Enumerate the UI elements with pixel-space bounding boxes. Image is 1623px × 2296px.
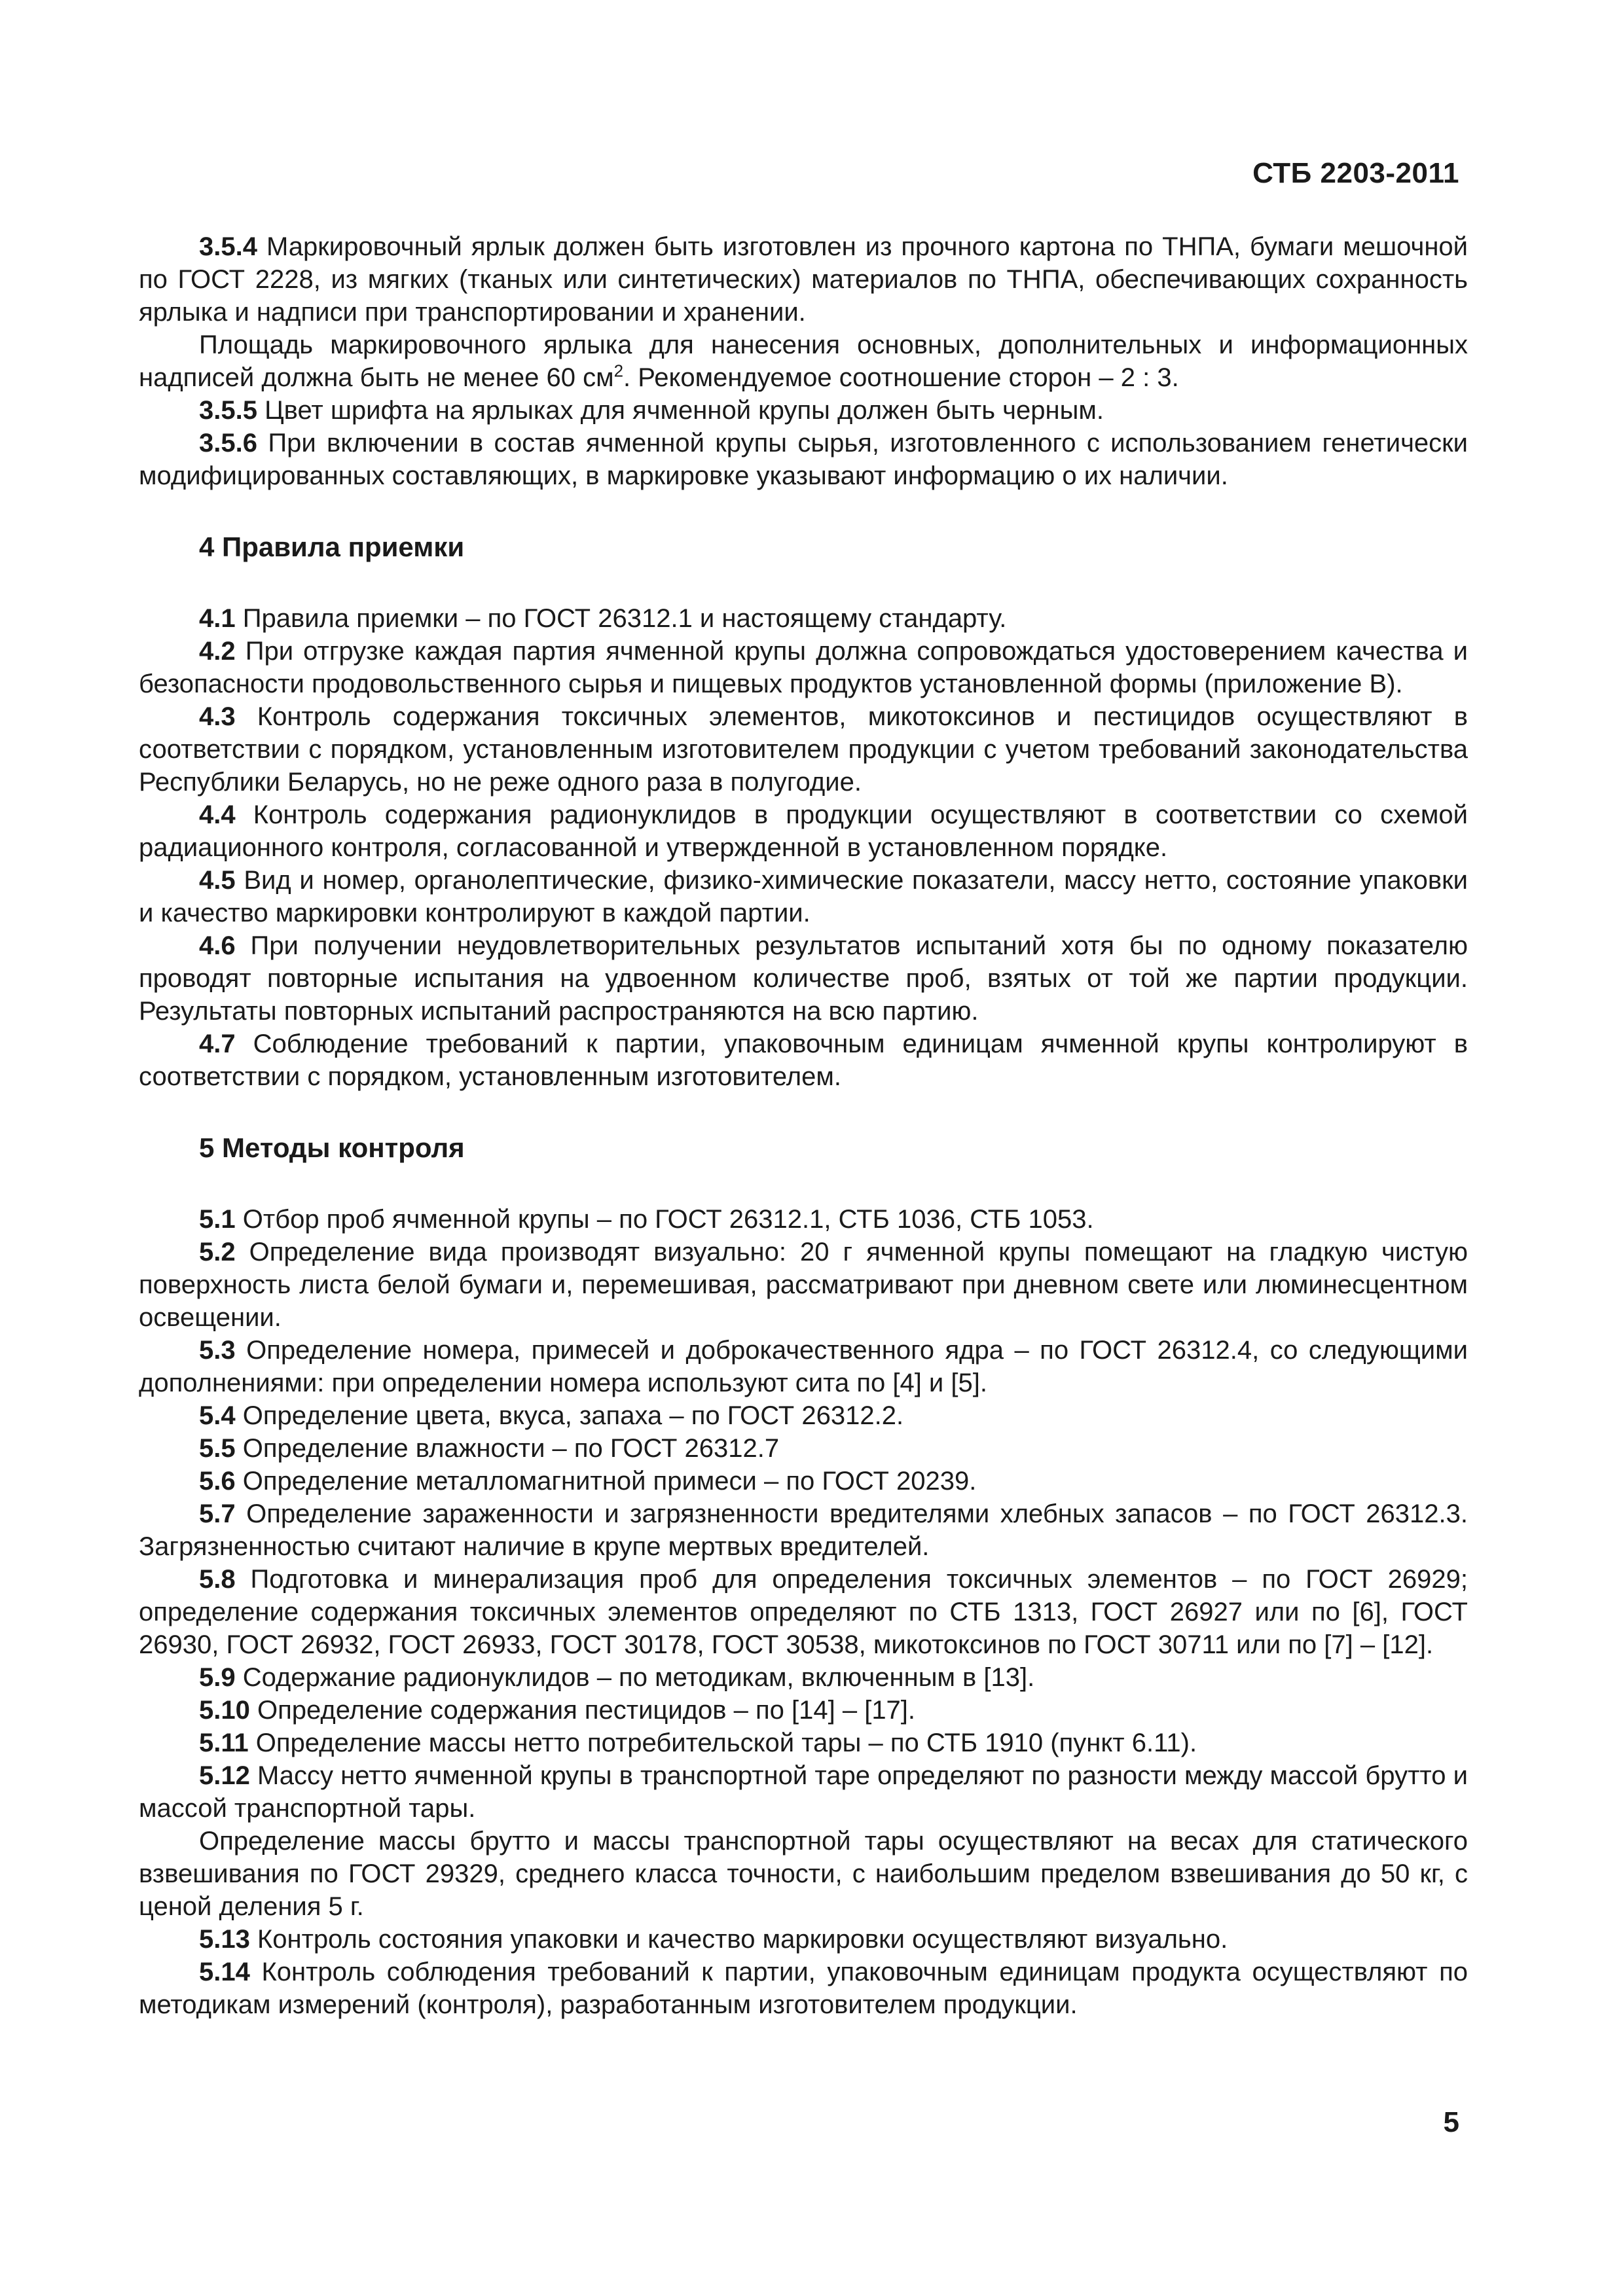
clause-paragraph (139, 1498, 1468, 1563)
clause-text: Определение содержания пестицидов – по [14] – [17]. (249, 1696, 916, 1725)
clause-text: Вид и номер, органолептические, физико-химические показатели, массу нетто, состояние упаковки и качество маркировки контролируют в каждой партии. (139, 866, 1468, 927)
clause-paragraph (139, 929, 1468, 1028)
clause-text: Подготовка и минерализация проб для определения токсичных элементов – по ГОСТ 26929; определение содержания токсичных элементов определяют по СТБ 1313, ГОСТ 26927 или по [6], ГОСТ 26930, ГОСТ 26932, ГОСТ 26933, ГОСТ 30178, ГОСТ 30538, микотоксинов по ГОСТ 30711 или по [7] – [12]. (139, 1565, 1468, 1659)
clause-text: Массу нетто ячменной крупы в транспортной таре определяют по разности между массой брутто и массой транспортной тары. (139, 1761, 1468, 1823)
clause-paragraph (139, 1563, 1468, 1661)
clause-text: Контроль соблюдения требований к партии, упаковочным единицам продукта осуществляют по методикам измерений (контроля), разработанным изготовителем продукции. (139, 1958, 1468, 2019)
clause-number: 4.1 (199, 604, 236, 633)
clause-text: Площадь маркировочного ярлыка для нанесения основных, дополнительных и информационных надписей должна быть не менее 60 см (139, 331, 1468, 392)
clause-number: 4.4 (199, 800, 236, 829)
clause-number: 4.3 (199, 702, 236, 731)
clause-paragraph (139, 1399, 1468, 1432)
clause-number: 5.10 (199, 1696, 250, 1725)
section-heading: 5 Методы контроля (199, 1132, 465, 1163)
section-s5 (139, 1131, 1468, 2021)
clause-text: Контроль содержания токсичных элементов, микотоксинов и пестицидов осуществляют в соответствии с порядком, установленным изготовителем продукции с учетом требований законодательства Республики Беларусь, но не реже одного раза в полугодие. (139, 702, 1468, 797)
clause-text: Соблюдение требований к партии, упаковочным единицам ячменной крупы контролируют в соответствии с порядком, установленным изготовителем. (139, 1030, 1468, 1091)
clause-paragraph (139, 1956, 1468, 2021)
clause-paragraph (139, 1923, 1468, 1956)
clause-text: Определение номера, примесей и доброкачественного ядра – по ГОСТ 26312.4, со следующими дополнениями: при определении номера используют сита по [4] и [5]. (139, 1336, 1468, 1397)
clause-text: Определение массы нетто потребительской тары – по СТБ 1910 (пункт 6.11). (248, 1729, 1197, 1757)
clause-paragraph (139, 1028, 1468, 1093)
clause-paragraph (139, 1203, 1468, 1236)
clause-number: 4.7 (199, 1030, 236, 1058)
clause-paragraph (139, 1694, 1468, 1727)
clause-text: Определение зараженности и загрязненности вредителями хлебных запасов – по ГОСТ 26312.3. Загрязненностью считают наличие в крупе мертвых вредителей. (139, 1499, 1468, 1561)
clause-paragraph (139, 602, 1468, 635)
clause-number: 5.3 (199, 1336, 236, 1365)
clause-number: 5.2 (199, 1238, 236, 1266)
clause-paragraph (139, 1465, 1468, 1498)
clause-number: 3.5.5 (199, 396, 257, 425)
clause-text: При включении в состав ячменной крупы сырья, изготовленного с использованием генетически модифицированных составляющих, в маркировке указывают информацию о их наличии. (139, 429, 1468, 490)
clause-paragraph (139, 1825, 1468, 1923)
clause-paragraph (139, 1759, 1468, 1825)
clause-paragraph (139, 1432, 1468, 1465)
clause-number: 5.11 (199, 1729, 249, 1757)
clause-paragraph (139, 230, 1468, 329)
clause-paragraph (139, 1661, 1468, 1694)
clause-text: Определение влажности – по ГОСТ 26312.7 (235, 1434, 780, 1463)
clause-number: 4.2 (199, 637, 236, 666)
section-s35 (139, 230, 1468, 492)
clause-paragraph (139, 329, 1468, 394)
clause-number: 5.5 (199, 1434, 236, 1463)
clause-text: Определение металломагнитной примеси – по ГОСТ 20239. (235, 1467, 977, 1496)
clause-number: 5.14 (199, 1958, 250, 1986)
clause-paragraph (139, 427, 1468, 492)
clause-paragraph (139, 394, 1468, 427)
clause-text: При отгрузке каждая партия ячменной крупы должна сопровождаться удостоверением качества и безопасности продовольственного сырья и пищевых продуктов установленной формы (приложение В). (139, 637, 1468, 698)
section-s4 (139, 530, 1468, 1093)
clause-text-tail: . Рекомендуемое соотношение сторон – 2 : 3. (623, 363, 1179, 392)
clause-text: Содержание радионуклидов – по методикам, включенным в [13]. (235, 1663, 1035, 1692)
clause-text: Маркировочный ярлык должен быть изготовлен из прочного картона по ТНПА, бумаги мешочной по ГОСТ 2228, из мягких (тканых или синтетических) материалов по ТНПА, обеспечивающих сохранность ярлыка и надписи при транспортировании и хранении. (139, 232, 1468, 327)
clause-text: При получении неудовлетворительных результатов испытаний хотя бы по одному показателю проводят повторные испытания на удвоенном количестве проб, взятых от той же партии продукции. Результаты повторных испытаний распространяются на всю партию. (139, 931, 1468, 1026)
clause-text: Контроль состояния упаковки и качество маркировки осуществляют визуально. (249, 1925, 1228, 1954)
clause-number: 5.7 (199, 1499, 236, 1528)
page-number: 5 (1443, 2106, 1459, 2138)
document-body (139, 230, 1468, 2021)
clause-number: 4.5 (199, 866, 236, 895)
clause-number: 5.6 (199, 1467, 236, 1496)
clause-number: 5.9 (199, 1663, 236, 1692)
clause-text: Определение цвета, вкуса, запаха – по ГОСТ 26312.2. (235, 1401, 904, 1430)
clause-number: 5.1 (199, 1205, 236, 1234)
clause-text: Цвет шрифта на ярлыках для ячменной крупы должен быть черным. (257, 396, 1104, 425)
clause-text: Правила приемки – по ГОСТ 26312.1 и настоящему стандарту. (235, 604, 1007, 633)
clause-number: 3.5.4 (199, 232, 257, 261)
document-code-header: СТБ 2203-2011 (1252, 157, 1459, 189)
clause-paragraph (139, 864, 1468, 929)
clause-text: Определение вида производят визуально: 20 г ячменной крупы помещают на гладкую чистую поверхность листа белой бумаги и, перемешивая, рассматривают при дневном свете или люминесцентном освещении. (139, 1238, 1468, 1332)
clause-paragraph (139, 798, 1468, 864)
section-heading: 4 Правила приемки (199, 531, 465, 562)
clause-paragraph (139, 1727, 1468, 1759)
clause-text: Определение массы брутто и массы транспортной тары осуществляют на весах для статического взвешивания по ГОСТ 29329, среднего класса точности, с наибольшим пределом взвешивания до 50 кг, с ценой деления 5 г. (139, 1827, 1468, 1921)
clause-number: 5.12 (199, 1761, 250, 1790)
clause-text: Отбор проб ячменной крупы – по ГОСТ 26312.1, СТБ 1036, СТБ 1053. (235, 1205, 1094, 1234)
clause-number: 5.13 (199, 1925, 250, 1954)
clause-text: Контроль содержания радионуклидов в продукции осуществляют в соответствии со схемой радиационного контроля, согласованной и утвержденной в установленном порядке. (139, 800, 1468, 862)
clause-paragraph (139, 1334, 1468, 1399)
clause-paragraph (139, 635, 1468, 700)
superscript: 2 (613, 361, 624, 381)
clause-number: 3.5.6 (199, 429, 257, 457)
clause-number: 5.8 (199, 1565, 236, 1594)
clause-number: 4.6 (199, 931, 236, 960)
clause-paragraph (139, 1236, 1468, 1334)
clause-paragraph (139, 700, 1468, 798)
clause-number: 5.4 (199, 1401, 236, 1430)
